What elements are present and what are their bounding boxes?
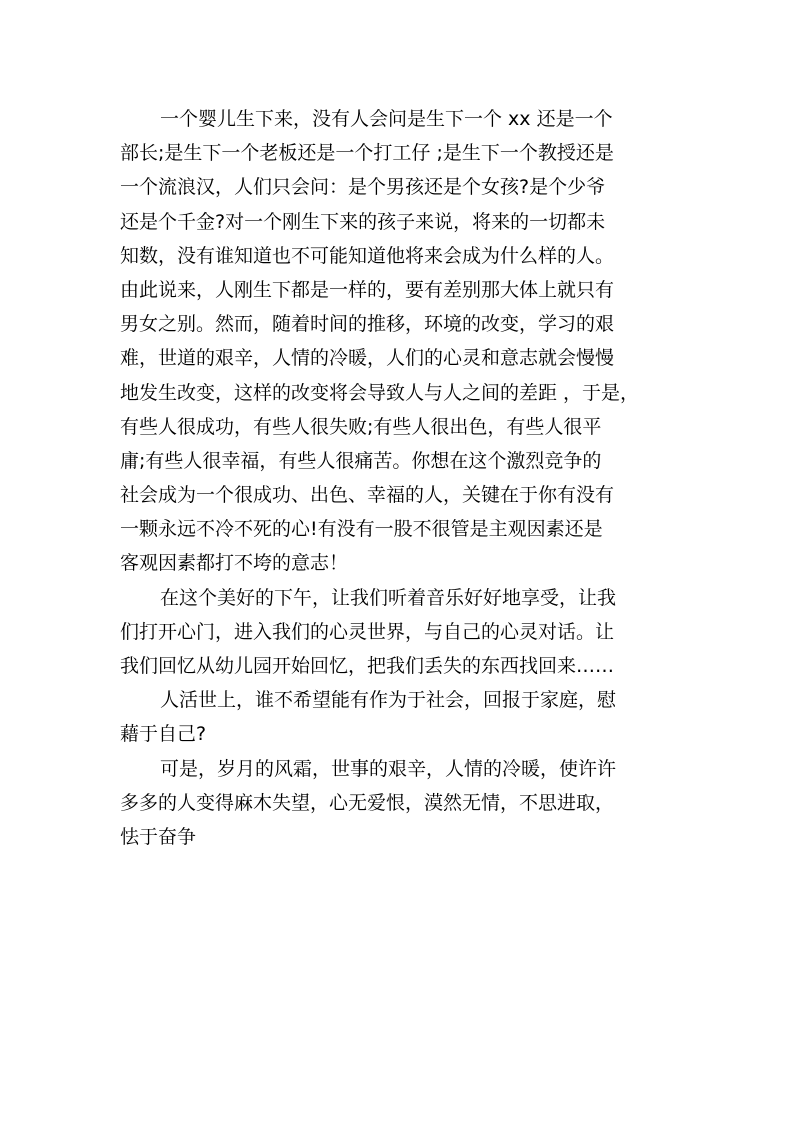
text-line: 社会成为一个很成功、出色、幸福的人，关键在于你有没有 <box>120 484 615 507</box>
text-line: 我们回忆从幼儿园开始回忆，把我们丢失的东西找回来…… <box>120 655 615 677</box>
text-line: 地发生改变，这样的改变将会导致人与人之间的差距 ，于是， <box>120 381 640 404</box>
text-line: 男女之别。然而，随着时间的推移，环境的改变，学习的艰 <box>120 313 615 336</box>
text-line: 由此说来，人刚生下都是一样的，要有差别那大体上就只有 <box>120 278 615 301</box>
text-line: 在这个美好的下午，让我们听着音乐好好地享受，让我 <box>160 586 617 609</box>
text-line: 有些人很成功，有些人很失败;有些人很出色，有些人很平 <box>120 415 602 438</box>
text-line: 部长;是生下一个老板还是一个打工仔 ;是生下一个教授还是 <box>120 142 614 165</box>
text-line: 客观因素都打不垮的意志！ <box>120 552 349 575</box>
text-line: 多多的人变得麻木失望，心无爱恨，漠然无情，不思进取， <box>120 791 615 814</box>
text-line: 庸;有些人很幸福，有些人很痛苦。你想在这个激烈竞争的 <box>120 449 602 472</box>
text-line: 一颗永远不冷不死的心!有没有一股不很管是主观因素还是 <box>120 518 603 541</box>
text-line: 知数，没有谁知道也不可能知道他将来会成为什么样的人。 <box>120 244 615 267</box>
text-line: 难，世道的艰辛，人情的冷暖，人们的心灵和意志就会慢慢 <box>120 347 615 370</box>
document-body <box>120 102 680 854</box>
text-line: 可是，岁月的风霜，世事的艰辛，人情的冷暖，使许许 <box>160 757 617 780</box>
text-line: 们打开心门，进入我们的心灵世界，与自己的心灵对话。让 <box>120 620 615 643</box>
text-line: 怯于奋争 <box>120 825 197 848</box>
text-line: 藉于自己? <box>120 723 207 746</box>
text-line: 人活世上，谁不希望能有作为于社会，回报于家庭，慰 <box>160 689 617 712</box>
text-line: 还是个千金?对一个刚生下来的孩子来说，将来的一切都未 <box>120 210 606 233</box>
text-line: 一个流浪汉，人们只会问：是个男孩还是个女孩?是个少爷 <box>120 176 606 199</box>
text-line: 一个婴儿生下来，没有人会问是生下一个 xx 还是一个 <box>160 108 613 130</box>
